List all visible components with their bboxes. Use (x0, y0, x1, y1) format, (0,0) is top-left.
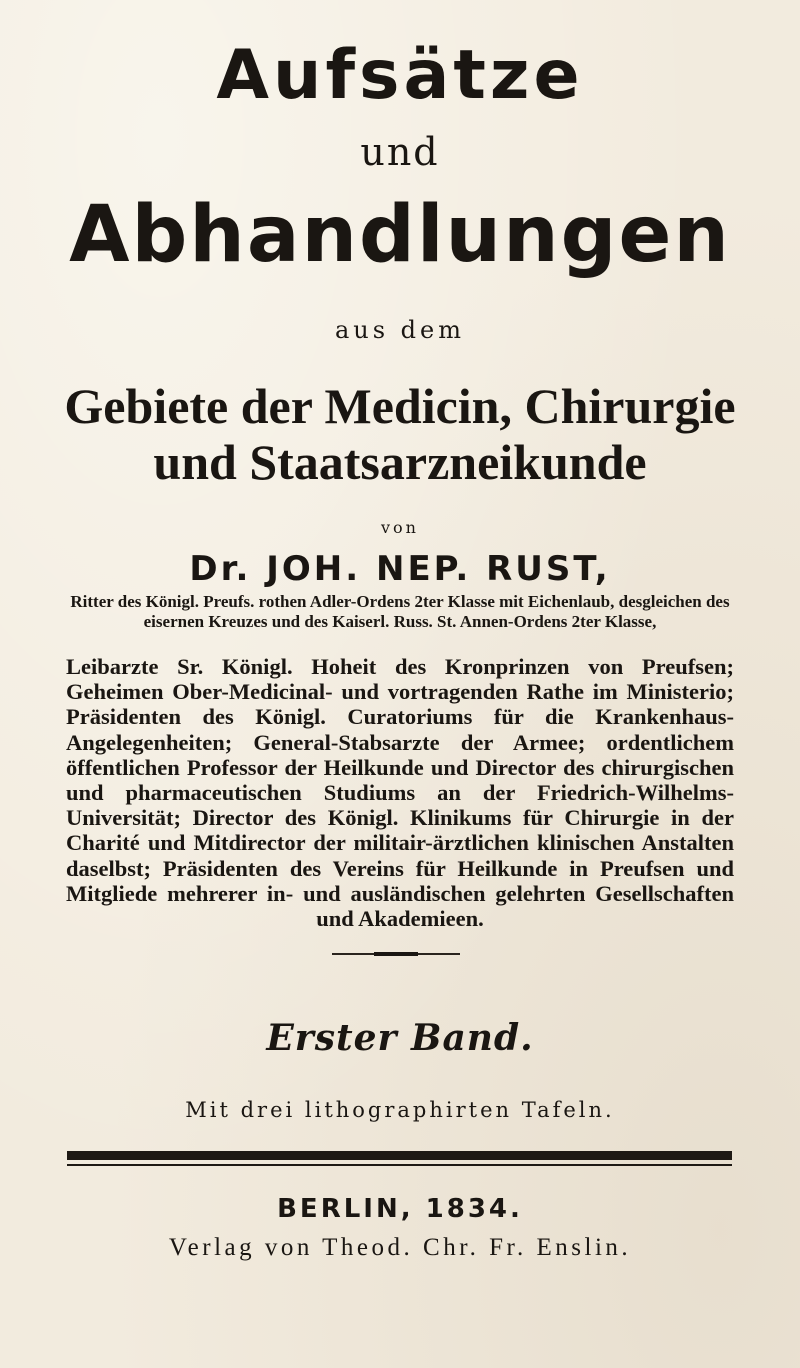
title-aufsaetze: Aufsätze (216, 36, 584, 115)
double-rule-thick (67, 1151, 732, 1160)
imprint-place-year: BERLIN, 1834. (277, 1194, 523, 1224)
imprint-publisher: Verlag von Theod. Chr. Fr. Enslin. (168, 1234, 632, 1261)
plates-note: Mit drei lithographirten Tafeln. (185, 1098, 615, 1122)
title-abhandlungen: Abhandlungen (69, 190, 731, 280)
title-gebiete: Gebiete der Medicin, Chirurgie (64, 378, 736, 434)
ornamental-rule-center (374, 952, 418, 956)
title-aus-dem: aus dem (334, 316, 466, 344)
author-positions: Leibarzte Sr. Königl. Hoheit des Kronprinzen von Preufsen; Geheimen Ober-Medicinal- und vortragenden Rathe im Ministerio; Präsidenten des Königl. Curatoriums für die Krankenhaus-Angelegenheiten; General-Stabsarzte der Armee; ordentlichem öffentlichen Professor der Heilkunde und Director des chirurgischen und pharmaceutischen Studiums an der Friedrich-Wilhelms-Universität; Director des Königl. Klinikums für Chirurgie in der Charité und Mitdirector der militair-ärztlichen klinischen Anstalten daselbst; Präsidenten des Vereins für Heilkunde in Preufsen und Mitgliede mehrerer in- und ausländischen gelehrten Gesellschaften und Akademieen. (66, 654, 734, 932)
ornamental-rule (332, 953, 460, 955)
double-rule-thin (67, 1164, 732, 1166)
double-rule (67, 1151, 732, 1167)
author-honors: Ritter des Königl. Preufs. rothen Adler-Ordens 2ter Klasse mit Eichenlaub, desgleichen des eisernen Kreuzes und des Kaiserl. Russ. St. Annen-Ordens 2ter Klasse, (70, 592, 730, 631)
volume-label: Erster Band. (266, 1017, 534, 1059)
title-und: und (360, 130, 440, 174)
author-name: Dr. JOH. NEP. RUST, (189, 549, 611, 589)
title-staatsarzneikunde: und Staatsarzneikunde (153, 434, 647, 490)
byline-von: von (381, 518, 419, 537)
